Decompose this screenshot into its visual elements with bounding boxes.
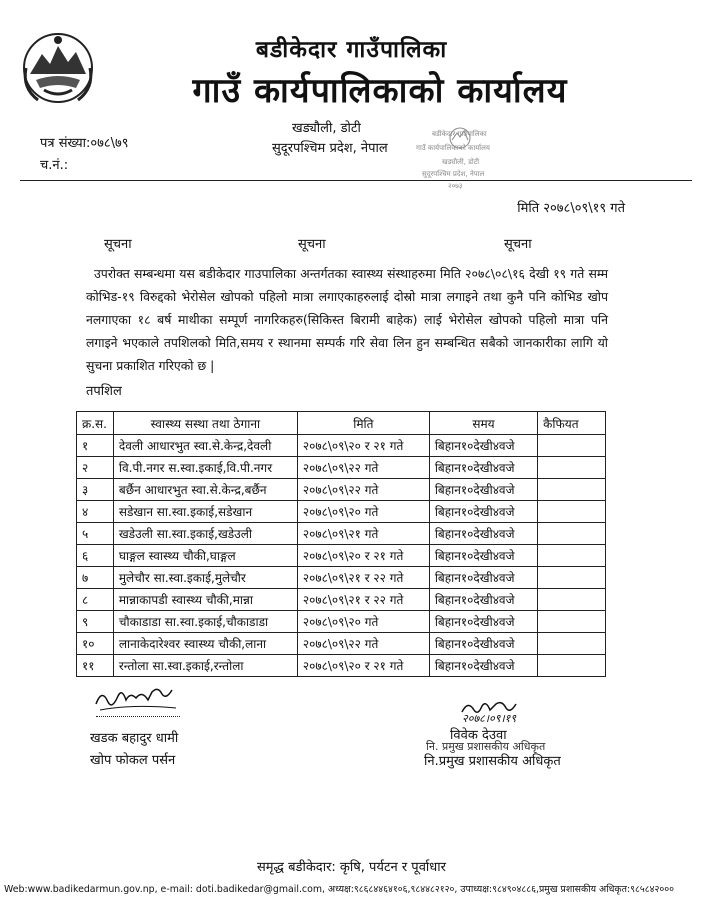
cell-serial: ३	[77, 479, 114, 501]
cell-date: २०७८\०९\२१ र २२ गते	[297, 589, 429, 611]
header-serial: क्र.स.	[77, 412, 114, 435]
signatory-right-name: विवेक देउवा	[450, 728, 507, 743]
cell-date: २०७८\०९\२० र २१ गते	[297, 655, 429, 677]
cell-remarks	[538, 589, 606, 611]
document-date: मिति २०७८\०९\१९ गते	[517, 201, 625, 216]
cell-remarks	[538, 545, 606, 567]
cell-remarks	[538, 567, 606, 589]
cell-serial: ६	[77, 545, 114, 567]
cell-remarks	[538, 655, 606, 677]
office-title: गाउँ कार्यपालिकाको कार्यालय	[192, 71, 568, 111]
dispatch-number: च.नं.:	[40, 158, 69, 173]
cell-serial: ४	[77, 501, 114, 523]
cell-date: २०७८\०९\२१ र २२ गते	[297, 567, 429, 589]
table-row	[77, 545, 606, 567]
svg-text:गाउँ कार्यपालिकाको कार्यालय: गाउँ कार्यपालिकाको कार्यालय	[416, 144, 490, 152]
cell-institution: मान्नाकापडी स्वास्थ्य चौकी,मान्ना	[113, 589, 297, 611]
cell-time: बिहान१०देखी४वजे	[429, 501, 537, 523]
signatory-right-title: नि.प्रमुख प्रशासकीय अधिकृत	[424, 754, 561, 769]
cell-serial: २	[77, 457, 114, 479]
cell-date: २०७८\०९\२० गते	[297, 611, 429, 633]
table-row	[77, 457, 606, 479]
vaccination-schedule-table	[76, 411, 606, 677]
cell-institution: वि.पी.नगर स.स्वा.इकाई,वि.पी.नगर	[113, 457, 297, 479]
cell-institution: रन्तोला सा.स्वा.इकाई,रन्तोला	[113, 655, 297, 677]
cell-institution: मुलेचौर सा.स्वा.इकाई,मुलेचौर	[113, 567, 297, 589]
cell-institution: बर्छैन आधारभुत स्वा.से.केन्द्र,बर्छैन	[113, 479, 297, 501]
cell-serial: ११	[77, 655, 114, 677]
cell-serial: ५	[77, 523, 114, 545]
cell-date: २०७८\०९\२० र २१ गते	[297, 545, 429, 567]
cell-time: बिहान१०देखी४वजे	[429, 523, 537, 545]
table-row	[77, 479, 606, 501]
cell-institution: लानाकेदारेश्वर स्वास्थ्य चौकी,लाना	[113, 633, 297, 655]
cell-remarks	[538, 435, 606, 457]
signatory-left-name: खडक बहादुर धामी	[90, 731, 179, 746]
table-row	[77, 523, 606, 545]
cell-date: २०७८\०९\२१ गते	[297, 523, 429, 545]
signature-line-left	[96, 716, 180, 717]
cell-remarks	[538, 501, 606, 523]
svg-text:खड्यौली, डोटी: खड्यौली, डोटी	[442, 158, 480, 166]
header-institution: स्वास्थ्य सस्था तथा ठेगाना	[113, 412, 297, 435]
cell-remarks	[538, 457, 606, 479]
svg-text:सुदूरपश्चिम प्रदेश, नेपाल: सुदूरपश्चिम प्रदेश, नेपाल	[422, 170, 485, 178]
cell-institution: देवली आधारभुत स्वा.से.केन्द्र,देवली	[113, 435, 297, 457]
notice-body	[86, 262, 608, 377]
table-row	[77, 501, 606, 523]
municipality-name: बडीकेदार गाउँपालिका	[255, 37, 448, 63]
table-header-row	[77, 412, 606, 435]
header-divider	[20, 180, 692, 181]
notice-heading-left: सूचना	[104, 237, 132, 252]
signatory-right-title-stamp: नि. प्रमुख प्रशासकीय अधिकृत	[426, 740, 546, 753]
cell-time: बिहान१०देखी४वजे	[429, 545, 537, 567]
signatory-left-title: खोप फोकल पर्सन	[90, 753, 176, 768]
table-row	[77, 655, 606, 677]
cell-time: बिहान१०देखी४वजे	[429, 655, 537, 677]
cell-serial: ७	[77, 567, 114, 589]
cell-time: बिहान१०देखी४वजे	[429, 633, 537, 655]
header-date: मिति	[297, 412, 429, 435]
cell-institution: चौकाडाडा सा.स्वा.इकाई,चौकाडाडा	[113, 611, 297, 633]
cell-time: बिहान१०देखी४वजे	[429, 611, 537, 633]
cell-remarks	[538, 479, 606, 501]
cell-time: बिहान१०देखी४वजे	[429, 479, 537, 501]
cell-date: २०७८\०९\२० र २१ गते	[297, 435, 429, 457]
cell-institution: खडेउली सा.स्वा.इकाई,खडेउली	[113, 523, 297, 545]
cell-institution: सडेखान सा.स्वा.इकाई,सडेखान	[113, 501, 297, 523]
table-row	[77, 611, 606, 633]
cell-serial: १	[77, 435, 114, 457]
cell-remarks	[538, 611, 606, 633]
table-row	[77, 435, 606, 457]
cell-serial: ९	[77, 611, 114, 633]
cell-serial: ८	[77, 589, 114, 611]
header-time: समय	[429, 412, 537, 435]
office-province: सुदूरपश्चिम प्रदेश, नेपाल	[272, 141, 388, 156]
cell-date: २०७८\०९\२२ गते	[297, 479, 429, 501]
table-row	[77, 567, 606, 589]
table-row	[77, 633, 606, 655]
cell-time: बिहान१०देखी४वजे	[429, 435, 537, 457]
letter-number: पत्र संख्या:०७८\७९	[40, 136, 129, 151]
footer-motto: समृद्ध बडीकेदार: कृषि, पर्यटन र पूर्वाधार	[257, 860, 446, 875]
cell-remarks	[538, 633, 606, 655]
footer-contact: Web:www.badikedarmun.gov.np, e-mail: doti.badikedar@gmail.com, अध्यक्ष:९८६८४४६४१०६,९८४४८२१२०, उपाध्यक्ष:९८४९०४८८६,प्रमुख प्रशासकीय अधिकृत:९८५८४२०००	[4, 884, 674, 895]
notice-heading-center: सूचना	[298, 237, 326, 252]
cell-institution: घाङ्गल स्वास्थ्य चौकी,घाङ्गल	[113, 545, 297, 567]
cell-serial: १०	[77, 633, 114, 655]
svg-text:२०७३: २०७३	[448, 182, 463, 190]
table-row	[77, 589, 606, 611]
cell-time: बिहान१०देखी४वजे	[429, 567, 537, 589]
cell-remarks	[538, 523, 606, 545]
signature-khadak	[92, 682, 182, 716]
signature-date-handwritten: २०७८।०९।१९	[462, 712, 517, 725]
notice-body-text: उपरोक्त सम्बन्धमा यस बडीकेदार गाउपालिका अन्तर्गतका स्वास्थ्य संस्थाहरुमा मिति २०७८\०८\१६ देखी १९ गते सम्म कोभिड-१९ विरुद्दको भेरोसेल खोपको पहिलो मात्रा लगाएकाहरुलाई दोस्रो मात्रा लगाइने तथा कुनै पनि कोभिड खोप नलगाएका १८ बर्ष माथीका सम्पूर्ण नागरिकहरु(सिकिस्त बिरामी बाहेक) लाई भेरोसेल खोपको पहिलो मात्रा पनि लगाइने भएकाले तपशिलको मिति,समय र स्थानमा सम्पर्क गरि सेवा लिन हुन सम्बन्धित सबैको जानकारीका लागि यो सुचना प्रकाशित गरिएको छ |	[86, 266, 608, 373]
cell-date: २०७८\०९\२२ गते	[297, 457, 429, 479]
svg-text:बडीकेदार गाउँपालिका: बडीकेदार गाउँपालिका	[432, 130, 487, 138]
cell-date: २०७८\०९\२२ गते	[297, 633, 429, 655]
header-remarks: कैफियत	[538, 412, 606, 435]
cell-date: २०७८\०९\२० गते	[297, 501, 429, 523]
office-location: खड्यौली, डोटी	[292, 121, 361, 136]
cell-time: बिहान१०देखी४वजे	[429, 457, 537, 479]
notice-heading-right: सूचना	[504, 237, 532, 252]
cell-time: बिहान१०देखी४वजे	[429, 589, 537, 611]
schedule-heading: तपशिल	[86, 384, 122, 399]
